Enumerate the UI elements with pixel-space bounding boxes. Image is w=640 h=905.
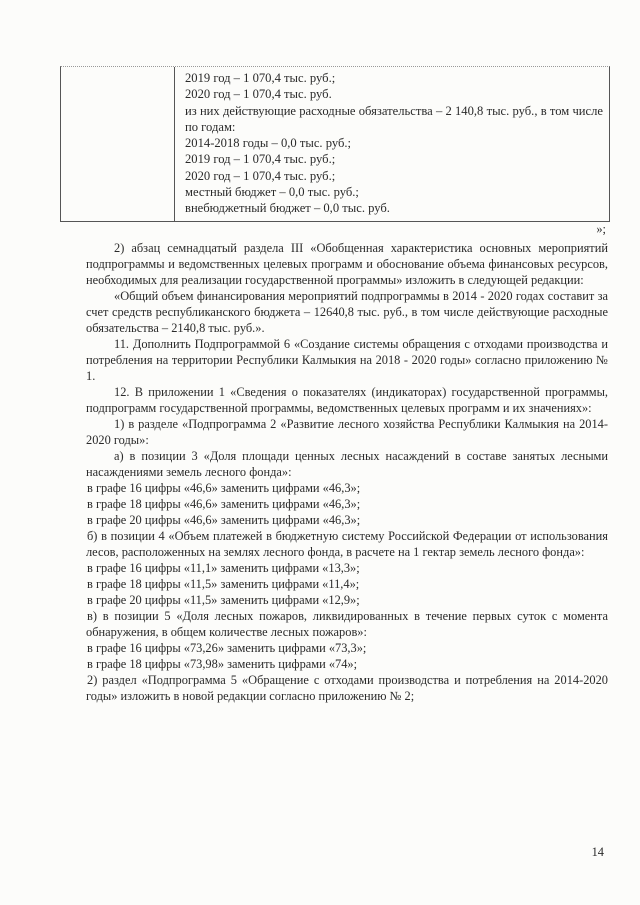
paragraph: 11. Дополнить Подпрограммой 6 «Создание системы обращения с отходами производства и потребления на территории Республики Калмыкия на 2018 - 2020 годы» согласно приложению № 1.: [86, 337, 608, 383]
paragraph: в графе 20 цифры «11,5» заменить цифрами «12,9»;: [87, 593, 360, 607]
paragraph: 2) раздел «Подпрограмма 5 «Обращение с отходами производства и потребления на 2014-2020 годы» изложить в новой редакции согласно приложению № 2;: [86, 673, 608, 703]
table-line: 2019 год – 1 070,4 тыс. руб.;: [185, 71, 336, 85]
table-line: внебюджетный бюджет – 0,0 тыс. руб.: [185, 201, 390, 216]
paragraph: в) в позиции 5 «Доля лесных пожаров, ликвидированных в течение первых суток с момента обнаружения, в общем количестве лесных пожаров»:: [86, 609, 608, 639]
paragraph: в графе 20 цифры «46,6» заменить цифрами «46,3»;: [87, 513, 361, 527]
table-line: из них действующие расходные обязательства – 2 140,8 тыс. руб., в том числе по годам:: [185, 103, 603, 134]
document-body: [86, 240, 608, 704]
closing-quote-mark: »;: [596, 222, 606, 236]
paragraph: в графе 18 цифры «46,6» заменить цифрами «46,3»;: [87, 497, 361, 511]
table-line: 2020 год – 1 070,4 тыс. руб.: [185, 87, 332, 102]
budget-table-fragment: [60, 66, 610, 222]
page-number: 14: [591, 845, 604, 859]
table-budget-cell: [185, 70, 603, 217]
paragraph: 12. В приложении 1 «Сведения о показателях (индикаторах) государственной программы, подпрограмм государственной программы, ведомственных целевых программ и их значениях»:: [86, 385, 608, 415]
paragraph: а) в позиции 3 «Доля площади ценных лесных насаждений в составе занятых лесными насаждениями земель лесного фонда»:: [86, 449, 608, 479]
paragraph: в графе 16 цифры «73,26» заменить цифрами «73,3»;: [87, 641, 367, 655]
paragraph: в графе 16 цифры «46,6» заменить цифрами «46,3»;: [87, 481, 361, 495]
paragraph: в графе 16 цифры «11,1» заменить цифрами «13,3»;: [87, 561, 360, 575]
table-line: 2014-2018 годы – 0,0 тыс. руб.;: [185, 136, 352, 151]
table-line: 2019 год – 1 070,4 тыс. руб.;: [185, 152, 336, 167]
paragraph: 2) абзац семнадцатый раздела III «Обобщенная характеристика основных мероприятий подпрограммы и ведомственных целевых программ и обоснование объема финансовых ресурсов, необходимых для реализации государственной программы» изложить в следующей редакции:: [86, 241, 608, 287]
table-line: 2020 год – 1 070,4 тыс. руб.;: [185, 168, 336, 183]
table-line: местный бюджет – 0,0 тыс. руб.;: [185, 185, 359, 200]
paragraph: «Общий объем финансирования мероприятий подпрограммы в 2014 - 2020 годах составит за счет средств республиканского бюджета – 12640,8 тыс. руб., в том числе действующие расходные обязательства – 2140,8 тыс. руб.».: [86, 289, 608, 335]
table-column-divider: [174, 67, 175, 221]
paragraph: 1) в разделе «Подпрограмма 2 «Развитие лесного хозяйства Республики Калмыкия на 2014-2020 годы»:: [86, 417, 608, 447]
paragraph: в графе 18 цифры «73,98» заменить цифрами «74»;: [87, 657, 358, 671]
paragraph: б) в позиции 4 «Объем платежей в бюджетную систему Российской Федерации от использования лесов, расположенных на землях лесного фонда, в расчете на 1 гектар земель лесного фонда»:: [86, 529, 608, 559]
paragraph: в графе 18 цифры «11,5» заменить цифрами «11,4»;: [87, 577, 360, 591]
